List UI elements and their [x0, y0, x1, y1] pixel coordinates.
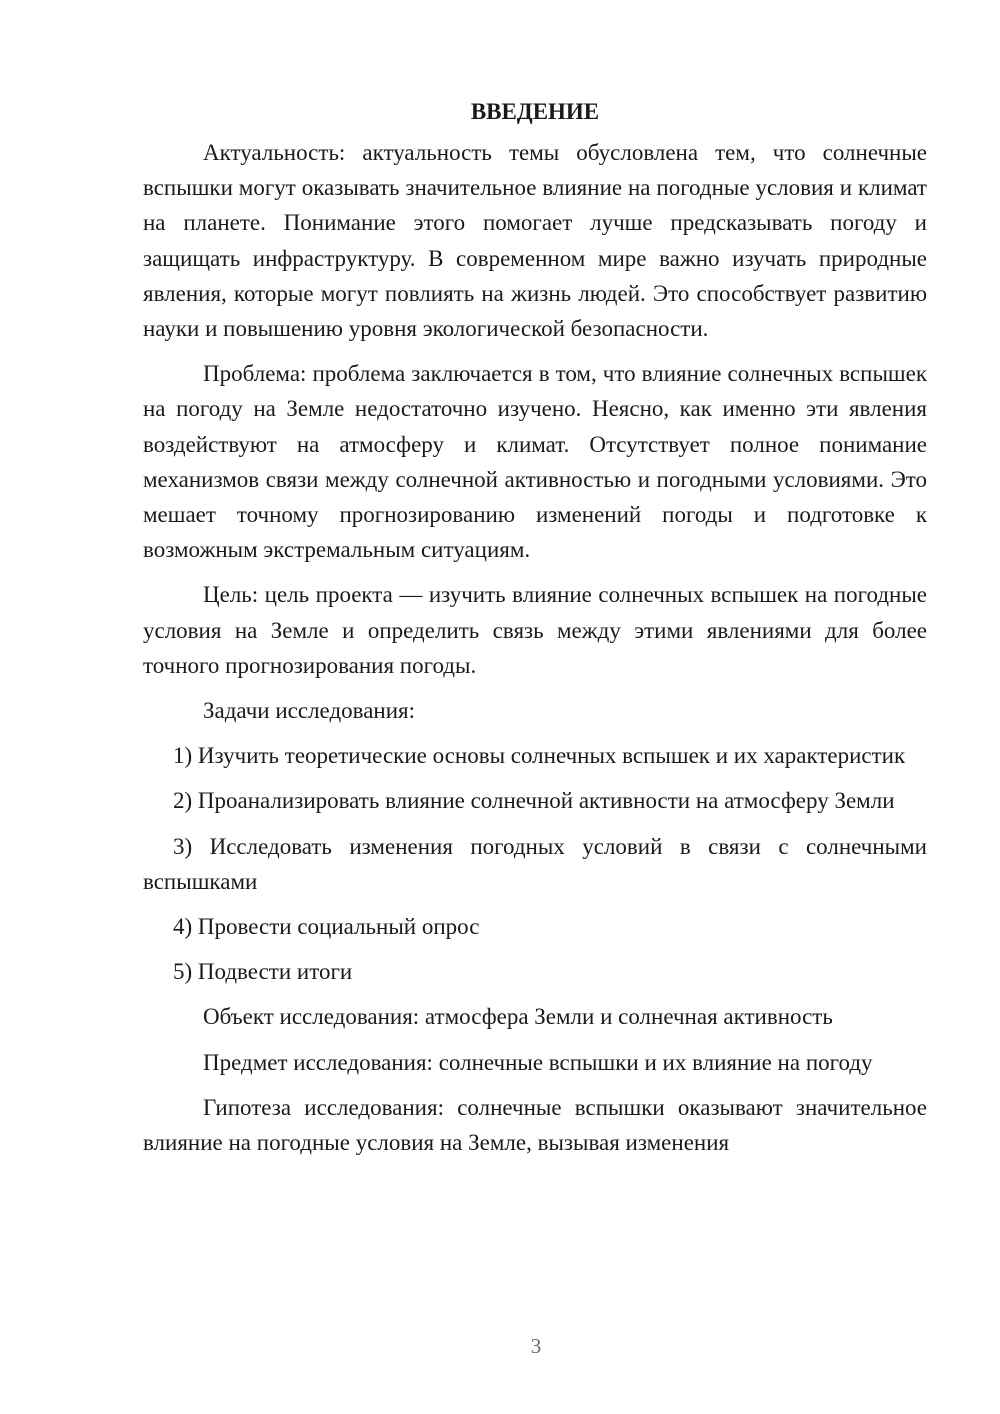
task-item-4: 4) Провести социальный опрос: [173, 914, 480, 940]
tasks-heading: Задачи исследования:: [203, 698, 416, 724]
page-title: ВВЕДЕНИЕ: [470, 99, 600, 124]
problem-paragraph: Проблема: проблема заключается в том, что влияние солнечных вспышек на погоду на Земле недостаточно изучено. Неясно, как именно эти явления воздействуют на атмосферу и климат. Отсутствует полное понимание механизмов связи между солнечной активностью и погодными условиями. Это мешает точному прогнозированию изменений погоды и подготовке к возможным экстремальным ситуациям.: [143, 361, 927, 563]
research-subject: Предмет исследования: солнечные вспышки и их влияние на погоду: [203, 1049, 873, 1075]
task-item-5: 5) Подвести итоги: [173, 959, 353, 985]
relevance-paragraph: Актуальность: актуальность темы обусловлена тем, что солнечные вспышки могут оказывать значительное влияние на погодные условия и климат на планете. Понимание этого помогает лучше предсказывать погоду и защищать инфраструктуру. В современном мире важно изучать природные явления, которые могут повлиять на жизнь людей. Это способствует развитию науки и повышению уровня экологической безопасности.: [143, 140, 927, 342]
research-object: Объект исследования: атмосфера Земли и солнечная активность: [203, 1004, 833, 1030]
page-content: [143, 94, 927, 1170]
hypothesis-paragraph: Гипотеза исследования: солнечные вспышки оказывают значительное влияние на погодные условия на Земле, вызывая изменения: [143, 1094, 927, 1156]
task-item-2: 2) Проанализировать влияние солнечной активности на атмосферу Земли: [173, 788, 895, 814]
task-item-1: 1) Изучить теоретические основы солнечных вспышек и их характеристик: [173, 743, 906, 769]
page-number: 3: [530, 1334, 542, 1358]
task-item-3: 3) Исследовать изменения погодных условий в связи с солнечными вспышками: [143, 833, 927, 894]
goal-paragraph: Цель: цель проекта — изучить влияние солнечных вспышек на погодные условия на Земле и определить связь между этими явлениями для более точного прогнозирования погоды.: [143, 582, 927, 678]
